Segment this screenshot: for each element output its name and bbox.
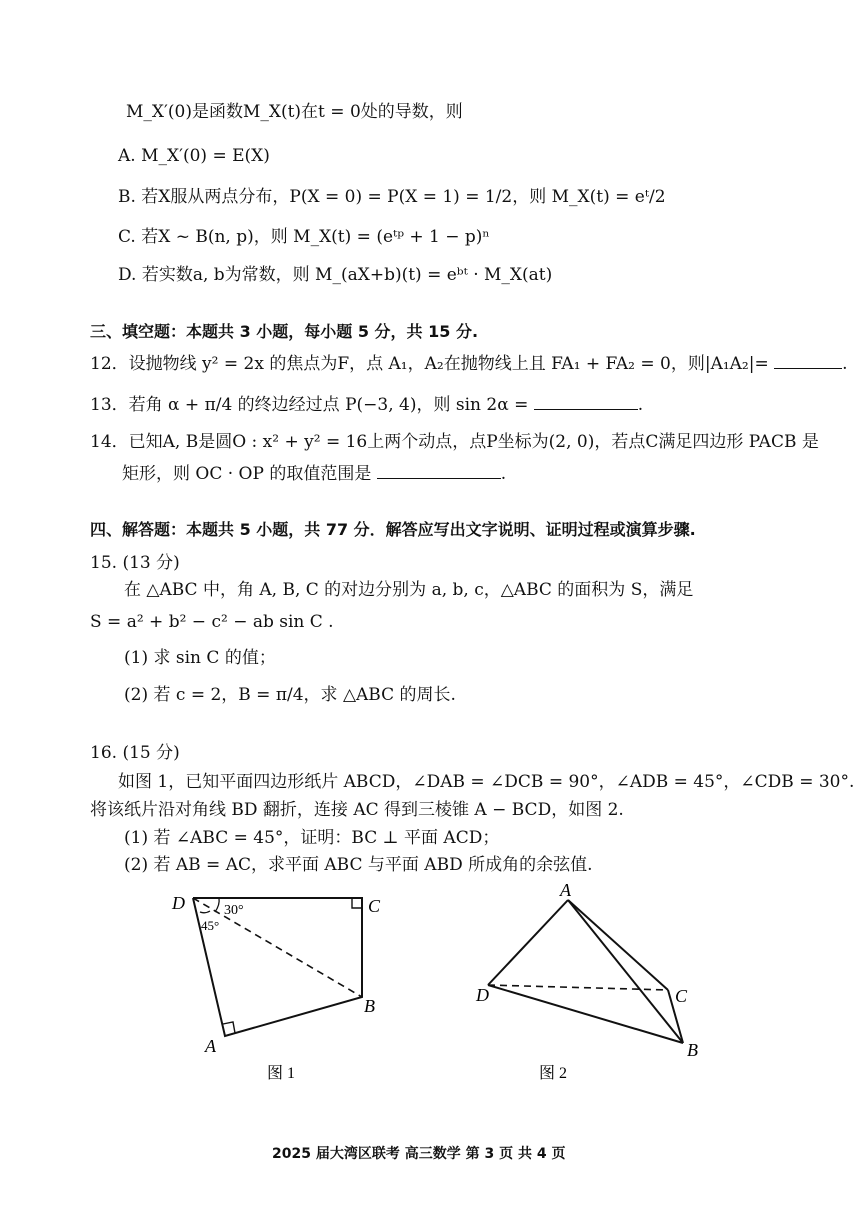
fig1-angle-arc-30 xyxy=(215,898,219,912)
q11-stem: M_X′(0)是函数M_X(t)在t = 0处的导数，则 xyxy=(126,102,463,122)
q15-line2: S = a² + b² − c² − ab sin C . xyxy=(90,612,334,632)
fig2-label-c: C xyxy=(675,986,688,1006)
fig2-label-b: B xyxy=(687,1040,698,1060)
fig1-angle-30: 30° xyxy=(224,903,244,918)
fig2-edge-dc xyxy=(488,985,668,990)
fig1-angle-arc-45 xyxy=(200,911,210,913)
section4-title: 四、解答题：本题共 5 小题，共 77 分．解答应写出文字说明、证明过程或演算步骤. xyxy=(90,520,696,539)
fig2-caption: 图 2 xyxy=(539,1065,568,1082)
q12-answer-blank[interactable] xyxy=(774,352,842,369)
fig1-label-c: C xyxy=(368,896,381,916)
q15-part1: (1) 求 sin C 的值； xyxy=(124,648,276,668)
q13-stem: 13．若角 α + π/4 的终边经过点 P(−3, 4)，则 sin 2α = xyxy=(90,395,529,415)
q16-head: 16. (15 分) xyxy=(90,743,180,763)
fig1-edges xyxy=(193,898,362,1036)
fig2-label-d: D xyxy=(476,985,489,1005)
fig2-edge-cb xyxy=(668,990,683,1043)
q12-text: 12．设抛物线 y² = 2x 的焦点为F，点 A₁，A₂在抛物线上且 FA₁ + FA₂ = 0，则|A₁A₂|= . xyxy=(90,354,848,374)
page-footer: 2025 届大湾区联考 高三数学 第 3 页 共 4 页 xyxy=(272,1146,566,1162)
q14-line2: 矩形，则 OC · OP 的取值范围是 xyxy=(122,464,372,484)
q15-head: 15. (13 分) xyxy=(90,553,180,573)
q13-answer-blank[interactable] xyxy=(534,393,638,410)
fig1-label-b: B xyxy=(364,996,375,1016)
q15-line1: 在 △ABC 中，角 A, B, C 的对边分别为 a, b, c，△ABC 的面积为 S，满足 xyxy=(124,580,694,600)
fig1-right-angle-c xyxy=(352,898,362,908)
q16-part1: (1) 若 ∠ABC = 45°，证明：BC ⊥ 平面 ACD； xyxy=(124,828,500,848)
fig2-label-a: A xyxy=(560,880,571,900)
q14-line2-wrap: 矩形，则 OC · OP 的取值范围是 . xyxy=(122,464,507,484)
q15-part2: (2) 若 c = 2，B = π/4，求 △ABC 的周长. xyxy=(124,685,456,705)
q13-text: 13．若角 α + π/4 的终边经过点 P(−3, 4)，则 sin 2α = . xyxy=(90,395,644,415)
section3-title: 三、填空题：本题共 3 小题，每小题 5 分，共 15 分. xyxy=(90,322,479,341)
q14-line1: 14．已知A, B是圆O : x² + y² = 16上两个动点，点P坐标为(2, 0)，若点C满足四边形 PACB 是 xyxy=(90,432,819,452)
fig2-edge-db xyxy=(488,985,683,1043)
q11-option-c: C. 若X ~ B(n, p)，则 M_X(t) = (eᵗᵖ + 1 − p)ⁿ xyxy=(118,227,490,247)
q11-option-d: D. 若实数a, b为常数，则 M_(aX+b)(t) = eᵇᵗ · M_X(at) xyxy=(118,265,553,285)
fig2-edge-ab xyxy=(568,900,683,1043)
figure-2-tetrahedron xyxy=(488,900,683,1043)
q11-option-a: A. M_X′(0) = E(X) xyxy=(118,146,270,166)
fig1-label-a: A xyxy=(205,1036,216,1056)
q11-option-b: B. 若X服从两点分布，P(X = 0) = P(X = 1) = 1/2，则 M_X(t) = eᵗ/2 xyxy=(118,187,666,207)
fig1-diagonal-bd xyxy=(193,898,362,997)
q16-line2: 将该纸片沿对角线 BD 翻折，连接 AC 得到三棱锥 A − BCD，如图 2. xyxy=(90,800,624,820)
fig2-edge-ad xyxy=(488,900,568,985)
fig1-right-angle-a xyxy=(223,1022,235,1033)
fig1-caption: 图 1 xyxy=(267,1065,296,1082)
fig2-edge-ac xyxy=(568,900,668,990)
q16-line1: 如图 1，已知平面四边形纸片 ABCD，∠DAB = ∠DCB = 90°，∠ADB = 45°，∠CDB = 30°. xyxy=(118,772,855,792)
figure-1-quadrilateral xyxy=(193,898,362,1036)
fig1-angle-45: 45° xyxy=(201,918,220,933)
q14-answer-blank[interactable] xyxy=(377,462,501,479)
fig1-label-d: D xyxy=(172,893,185,913)
q12-stem: 12．设抛物线 y² = 2x 的焦点为F，点 A₁，A₂在抛物线上且 FA₁ + FA₂ = 0，则|A₁A₂|= xyxy=(90,354,769,374)
q16-part2: (2) 若 AB = AC，求平面 ABC 与平面 ABD 所成角的余弦值. xyxy=(124,855,593,875)
